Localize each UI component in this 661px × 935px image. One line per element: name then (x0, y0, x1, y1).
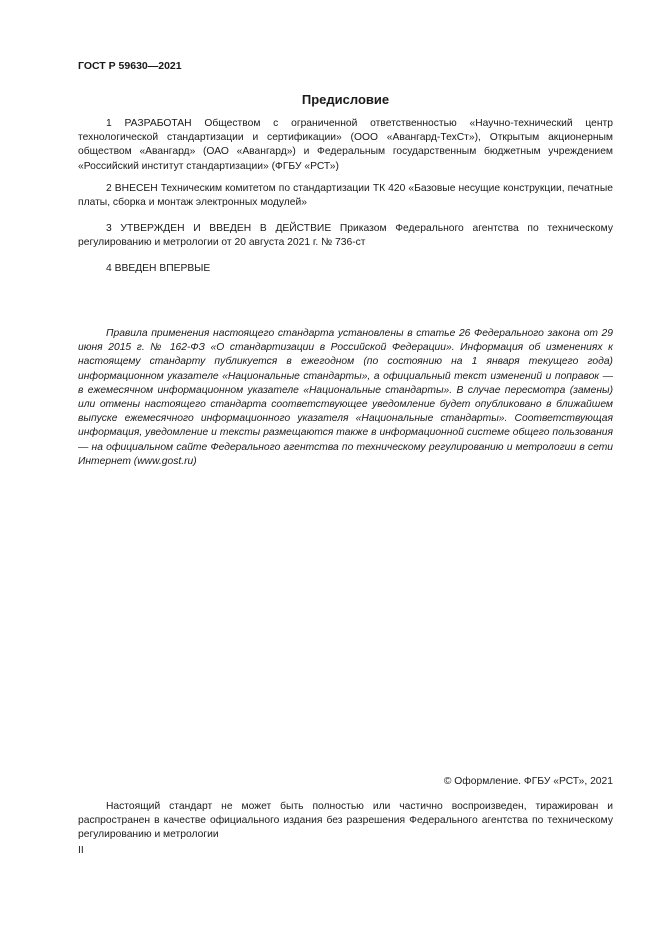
paragraph-approved: 3 УТВЕРЖДЕН И ВВЕДЕН В ДЕЙСТВИЕ Приказом Федерального агентства по техническому регулированию и метрологии от 20 августа 2021 г. № 736-ст (78, 223, 613, 249)
document-code: ГОСТ Р 59630—2021 (78, 60, 182, 72)
paragraph-introduced-by: 2 ВНЕСЕН Техническим комитетом по стандартизации ТК 420 «Базовые несущие конструкции, печатные платы, сборка и монтаж электронных модулей» (78, 183, 613, 209)
copyright-line: © Оформление. ФГБУ «РСТ», 2021 (443, 776, 613, 787)
reproduction-notice: Настоящий стандарт не может быть полностью или частично воспроизведен, тиражирован и распространен в качестве официального издания без разрешения Федерального агентства по техническому регулированию и метрологии (78, 801, 613, 841)
application-rules-notice: Правила применения настоящего стандарта установлены в статье 26 Федерального закона от 29 июня 2015 г. № 162-ФЗ «О стандартизации в Российской Федерации». Информация об изменениях к настоящему стандарту публикуется в ежегодном (по состоянию на 1 января текущего года) информационном указателе «Национальные стандарты», а официальный текст изменений и поправок — в ежемесячном информационном указателе «Национальные стандарты». В случае пересмотра (замены) или отмены настоящего стандарта соответствующее уведомление будет опубликовано в ближайшем выпуске ежемесячного информационного указателя «Национальные стандарты». Соответствующая информация, уведомление и тексты размещаются также в информационной системе общего пользования — на официальном сайте Федерального агентства по техническому регулированию и метрологии в сети Интернет (www.gost.ru) (78, 328, 613, 467)
page-number: II (78, 845, 84, 856)
page-title: Предисловие (301, 92, 390, 107)
paragraph-developed-by: 1 РАЗРАБОТАН Обществом с ограниченной ответственностью «Научно-технический центр технологической стандартизации и сертификации» (ООО «Авангард-ТехСт»), Открытым акционерным обществом «Авангард» (ОАО «Авангард») и Федеральным государственным бюджетным учреждением «Российский институт стандартизации» (ФГБУ «РСТ») (78, 118, 613, 172)
paragraph-first-introduced: 4 ВВЕДЕН ВПЕРВЫЕ (106, 263, 211, 274)
